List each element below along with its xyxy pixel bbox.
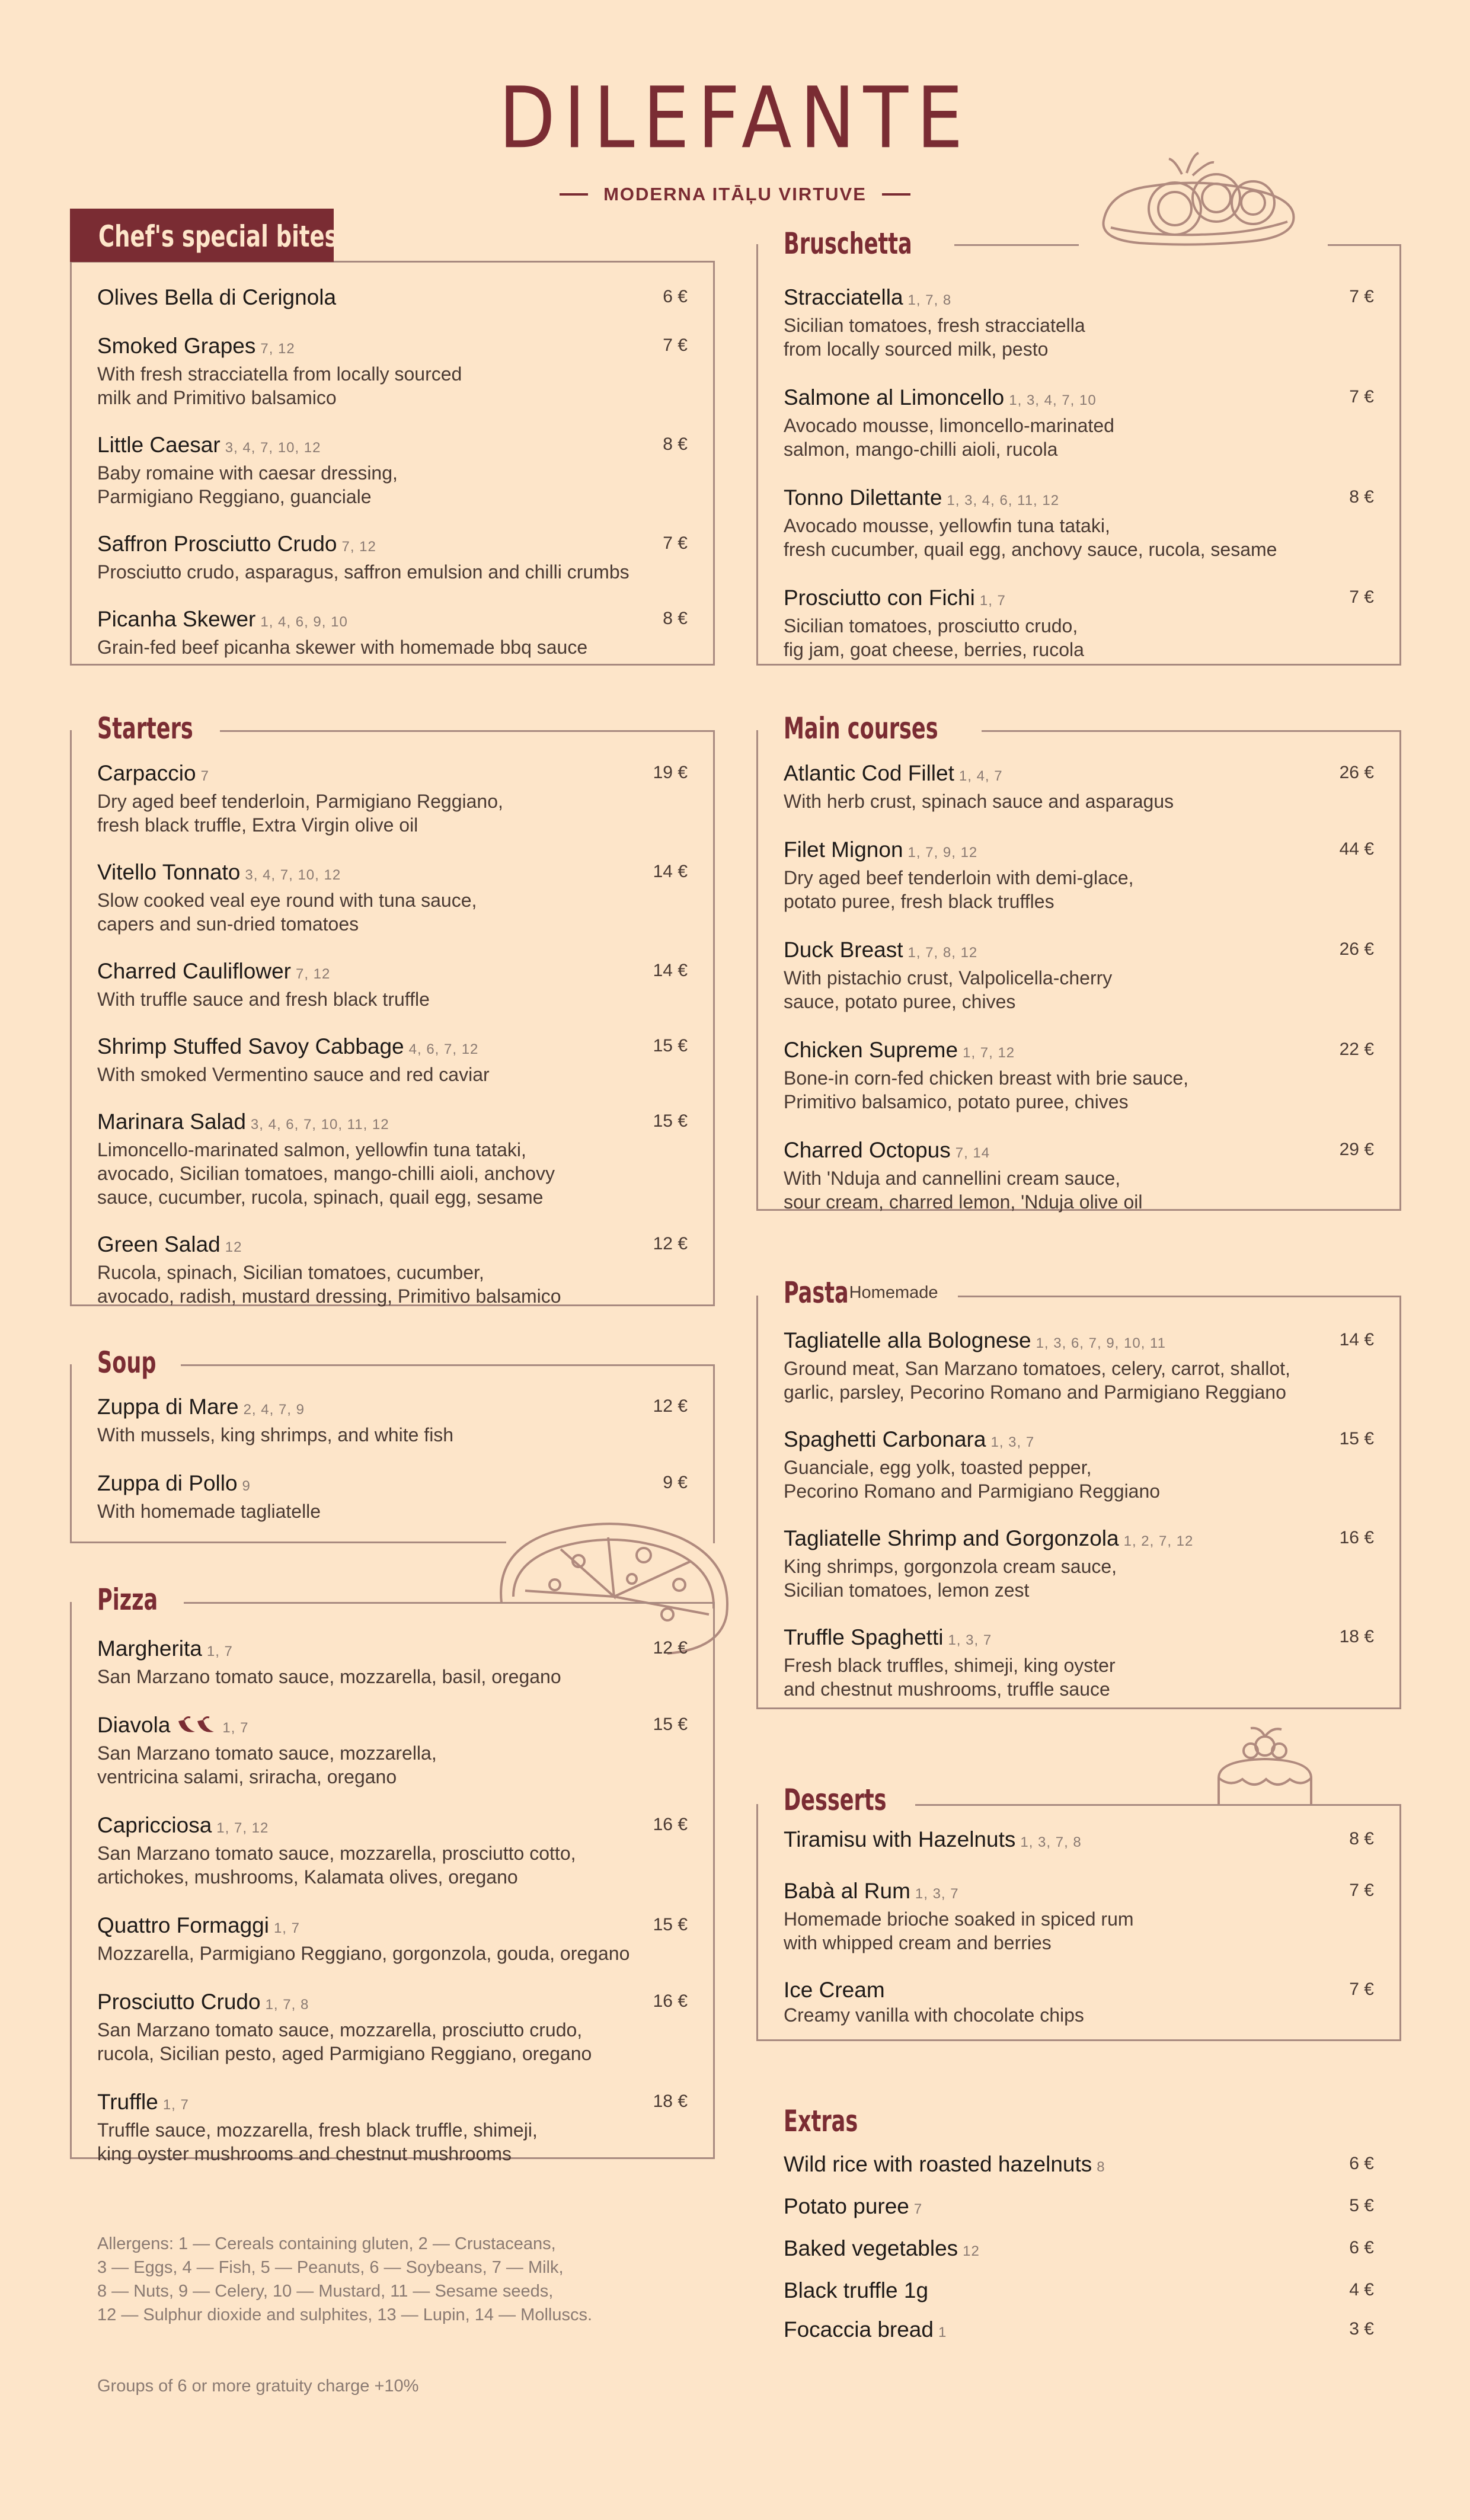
- menu-item-description: San Marzano tomato sauce, mozzarella, prosciutto cotto, artichokes, mushrooms, Kalamata olives, oregano: [97, 1843, 576, 1888]
- desserts-items: [784, 1827, 1374, 2027]
- allergen-codes: 7, 12: [295, 966, 331, 982]
- menu-item-name: Prosciutto con Fichi: [784, 586, 975, 610]
- menu-item-name-row: [97, 1470, 688, 1499]
- menu-item: [97, 1913, 688, 1965]
- menu-item-name: Stracciatella: [784, 285, 903, 309]
- menu-item-price: 26 €: [1339, 763, 1374, 782]
- menu-item-name-row: [97, 760, 688, 789]
- divider: [958, 1296, 1401, 1297]
- menu-item-price: 18 €: [653, 2092, 688, 2111]
- menu-item-description: With 'Nduja and cannellini cream sauce, sour cream, charred lemon, 'Nduja olive oil: [784, 1168, 1143, 1213]
- bruschetta-illustration-icon: [1098, 149, 1302, 248]
- section-header: [97, 1343, 173, 1382]
- menu-item-description: With mussels, king shrimps, and white fish: [97, 1424, 454, 1446]
- extras-items: [784, 2151, 1374, 2346]
- menu-item-description: Rucola, spinach, Sicilian tomatoes, cucumber, avocado, radish, mustard dressing, Primitivo balsamico: [97, 1262, 561, 1307]
- divider: [948, 730, 1401, 732]
- menu-item-name-row: [784, 760, 1374, 789]
- menu-item-price: 7 €: [1349, 1881, 1374, 1900]
- divider: [184, 1602, 715, 1604]
- menu-item-name: Filet Mignon: [784, 837, 903, 862]
- menu-item: [784, 2193, 1374, 2222]
- menu-item-price: 7 €: [1349, 587, 1374, 607]
- allergen-codes: 1: [938, 2324, 947, 2340]
- menu-item-name: Saffron Prosciutto Crudo: [97, 532, 337, 556]
- menu-item-name: Atlantic Cod Fillet: [784, 761, 954, 785]
- pasta-items: [784, 1328, 1374, 1701]
- menu-item-price: 15 €: [653, 1915, 688, 1934]
- menu-item-name-row: [97, 2089, 688, 2118]
- menu-item-price: 18 €: [1339, 1627, 1374, 1646]
- menu-item-price: 8 €: [663, 609, 688, 628]
- menu-item-price: 7 €: [1349, 1979, 1374, 1999]
- menu-item: [784, 1427, 1374, 1503]
- menu-item-price: 12 €: [653, 1396, 688, 1416]
- menu-item-description: With truffle sauce and fresh black truffle: [97, 989, 430, 1010]
- menu-item-description: San Marzano tomato sauce, mozzarella, basil, oregano: [97, 1666, 561, 1687]
- menu-item-name: Ice Cream: [784, 1978, 885, 2002]
- section-title: Starters: [97, 711, 193, 746]
- allergen-codes: 7, 14: [955, 1145, 990, 1161]
- allergen-codes: 12: [225, 1239, 242, 1255]
- menu-item-description: Creamy vanilla with chocolate chips: [784, 2004, 1084, 2026]
- menu-item: [784, 1977, 1374, 2027]
- menu-item-name: Picanha Skewer: [97, 607, 256, 631]
- menu-item-name: Focaccia bread: [784, 2317, 934, 2342]
- menu-item-name: Quattro Formaggi: [97, 1913, 269, 1937]
- menu-item-price: 44 €: [1339, 839, 1374, 859]
- menu-item-price: 8 €: [663, 434, 688, 454]
- menu-item: [784, 2317, 1374, 2346]
- menu-item-name-row: [97, 958, 688, 987]
- section-title: Pasta: [784, 1275, 849, 1310]
- menu-item-description: Guanciale, egg yolk, toasted pepper, Pecorino Romano and Parmigiano Reggiano: [784, 1457, 1161, 1502]
- menu-item-description: Fresh black truffles, shimeji, king oyster and chestnut mushrooms, truffle sauce: [784, 1655, 1116, 1700]
- allergen-codes: 9: [242, 1478, 251, 1494]
- menu-item-price: 5 €: [1349, 2196, 1374, 2215]
- menu-item-description: Homemade brioche soaked in spiced rum with whipped cream and berries: [784, 1908, 1134, 1953]
- menu-item-name: Capricciosa: [97, 1813, 212, 1837]
- menu-item-name: Zuppa di Pollo: [97, 1471, 238, 1495]
- menu-item-name-row: [784, 2278, 1374, 2304]
- menu-item-price: 6 €: [1349, 2238, 1374, 2257]
- menu-item-name: Baked vegetables: [784, 2236, 958, 2260]
- allergen-codes: 12: [963, 2243, 980, 2259]
- menu-item-name: Black truffle 1g: [784, 2278, 929, 2302]
- allergen-codes: 1, 2, 7, 12: [1123, 1533, 1194, 1549]
- menu-item: [97, 1636, 688, 1688]
- menu-item: [97, 760, 688, 837]
- menu-item-name: Little Caesar: [97, 433, 220, 457]
- menu-item-price: 7 €: [663, 335, 688, 355]
- menu-item-name: Charred Cauliflower: [97, 959, 291, 983]
- allergen-codes: 4, 6, 7, 12: [408, 1041, 479, 1057]
- divider: [907, 1804, 1401, 1806]
- menu-item-name-row: [784, 2193, 1374, 2222]
- allergen-codes: 1, 3, 6, 7, 9, 10, 11: [1036, 1335, 1166, 1351]
- allergen-codes: 2, 4, 7, 9: [243, 1402, 305, 1418]
- menu-item-name-row: [97, 1913, 688, 1942]
- menu-item-price: 19 €: [653, 763, 688, 782]
- menu-item-name-row: [97, 432, 688, 461]
- menu-item-name-row: [97, 1109, 688, 1138]
- menu-item-description: Mozzarella, Parmigiano Reggiano, gorgonzola, gouda, oregano: [97, 1943, 630, 1964]
- menu-item-name-row: [97, 1232, 688, 1261]
- menu-item-name-row: [784, 585, 1374, 614]
- menu-item-description: Bone-in corn-fed chicken breast with brie sauce, Primitivo balsamico, potato puree, chives: [784, 1067, 1189, 1112]
- menu-item-description: With homemade tagliatelle: [97, 1501, 321, 1522]
- bruschetta-items: [784, 284, 1374, 661]
- menu-item: [97, 333, 688, 410]
- menu-item-name: Green Salad: [97, 1232, 220, 1256]
- section-title: Soup: [97, 1345, 156, 1380]
- menu-item-price: 16 €: [1339, 1528, 1374, 1547]
- menu-item: [784, 284, 1374, 361]
- menu-item-name-row: [97, 1989, 688, 2018]
- menu-item: [97, 1109, 688, 1209]
- allergen-codes: 7, 12: [341, 539, 376, 555]
- section-header: [784, 1780, 915, 1819]
- menu-item-name-row: [97, 1636, 688, 1665]
- menu-item-name-row: [97, 333, 688, 362]
- menu-item-name: Tagliatelle alla Bolognese: [784, 1328, 1031, 1352]
- section-header: [784, 1273, 938, 1312]
- menu-item: [97, 1989, 688, 2065]
- allergen-codes: 1, 7, 12: [216, 1820, 269, 1836]
- allergen-codes: 1, 3, 4, 7, 10: [1009, 392, 1097, 408]
- menu-item-price: 15 €: [653, 1111, 688, 1131]
- menu-item-description: San Marzano tomato sauce, mozzarella, prosciutto crudo, rucola, Sicilian pesto, aged Parmigiano Reggiano, oregano: [97, 2019, 592, 2064]
- menu-item-name-row: [97, 606, 688, 635]
- menu-item: [97, 1712, 688, 1789]
- menu-item: [784, 385, 1374, 461]
- menu-item: [784, 1137, 1374, 1214]
- menu-item-name: Spaghetti Carbonara: [784, 1427, 986, 1451]
- menu-item-name-row: [784, 2317, 1374, 2346]
- divider: [1328, 244, 1401, 246]
- menu-item: [97, 859, 688, 936]
- menu-item: [784, 1526, 1374, 1602]
- allergen-codes: 1, 7, 12: [963, 1045, 1015, 1061]
- allergen-codes: 1, 7, 8, 12: [907, 945, 978, 961]
- menu-item-price: 7 €: [1349, 387, 1374, 407]
- menu-item: [97, 531, 688, 584]
- allergen-codes: 1, 3, 4, 6, 11, 12: [947, 493, 1060, 509]
- menu-item-name-row: [784, 1526, 1374, 1555]
- menu-item-name-row: [784, 1427, 1374, 1456]
- menu-item-name: Zuppa di Mare: [97, 1395, 239, 1419]
- menu-item-name: Charred Octopus: [784, 1138, 951, 1162]
- divider: [181, 1364, 715, 1366]
- menu-item-name: Diavola: [97, 1713, 171, 1737]
- section-note: Homemade: [849, 1283, 938, 1302]
- menu-item-description: Avocado mousse, yellowfin tuna tataki, fresh cucumber, quail egg, anchovy sauce, rucola, sesame: [784, 515, 1277, 560]
- menu-item: [784, 837, 1374, 913]
- menu-item: [784, 1878, 1374, 1955]
- menu-item-description: Slow cooked veal eye round with tuna sauce, capers and sun-dried tomatoes: [97, 890, 477, 935]
- menu-item-name: Vitello Tonnato: [97, 860, 241, 884]
- menu-item-name: Smoked Grapes: [97, 334, 256, 358]
- menu-item: [784, 2151, 1374, 2180]
- menu-item-name: Chicken Supreme: [784, 1038, 958, 1062]
- allergen-codes: 1, 7, 9, 12: [907, 845, 978, 861]
- menu-item-description: Grain-fed beef picanha skewer with homemade bbq sauce: [97, 637, 588, 658]
- menu-item-name-row: [97, 1394, 688, 1423]
- menu-item-name: Marinara Salad: [97, 1109, 246, 1134]
- menu-item: [97, 606, 688, 659]
- divider: [213, 730, 715, 732]
- menu-item-name: Truffle Spaghetti: [784, 1625, 944, 1649]
- menu-item-name: Prosciutto Crudo: [97, 1990, 261, 2014]
- divider: [882, 193, 910, 196]
- menu-item: [784, 2236, 1374, 2265]
- menu-item-description: Prosciutto crudo, asparagus, saffron emulsion and chilli crumbs: [97, 561, 629, 583]
- allergen-codes: 1, 4, 6, 9, 10: [260, 614, 348, 630]
- menu-item-price: 8 €: [1349, 487, 1374, 507]
- menu-item-name-row: [784, 1624, 1374, 1654]
- menu-item-name-row: [784, 1137, 1374, 1166]
- menu-item-name: Olives Bella di Cerignola: [97, 285, 337, 309]
- menu-item-description: Sicilian tomatoes, prosciutto crudo, fig jam, goat cheese, berries, rucola: [784, 615, 1084, 660]
- menu-item-price: 16 €: [653, 1815, 688, 1834]
- section-title: Pizza: [97, 1582, 158, 1617]
- allergen-codes: 1, 3, 7: [948, 1632, 992, 1648]
- menu-item: [784, 1328, 1374, 1404]
- menu-item: [784, 937, 1374, 1013]
- menu-item-price: 14 €: [1339, 1330, 1374, 1349]
- menu-item-price: 12 €: [653, 1234, 688, 1253]
- menu-item-name-row: [784, 837, 1374, 866]
- starters-items: [97, 760, 688, 1308]
- menu-item-description: Dry aged beef tenderloin, Parmigiano Reggiano, fresh black truffle, Extra Virgin olive oil: [97, 791, 503, 836]
- menu-item-price: 22 €: [1339, 1040, 1374, 1059]
- divider: [560, 193, 588, 196]
- allergen-codes: 1, 3, 7: [915, 1886, 959, 1902]
- chef-items: [97, 284, 688, 659]
- menu-item-price: 14 €: [653, 862, 688, 881]
- allergen-codes: 3, 4, 7, 10, 12: [225, 440, 321, 456]
- allergen-codes: 1, 7: [979, 593, 1006, 609]
- menu-item-name-row: [784, 937, 1374, 966]
- allergen-codes: 1, 7: [162, 2097, 189, 2113]
- menu-item-name: Wild rice with roasted hazelnuts: [784, 2152, 1092, 2176]
- section-title: Main courses: [784, 711, 938, 746]
- menu-item-name-row: [97, 1712, 688, 1741]
- section-header: [784, 709, 982, 748]
- menu-item-price: 6 €: [663, 287, 688, 306]
- menu-item-price: 8 €: [1349, 1829, 1374, 1849]
- allergen-codes: 1, 4, 7: [958, 768, 1003, 784]
- menu-item: [784, 1827, 1374, 1856]
- allergen-codes: 7: [200, 768, 209, 784]
- allergen-codes: 1, 3, 7, 8: [1020, 1834, 1082, 1850]
- dessert-illustration-icon: [1207, 1725, 1323, 1805]
- menu-item-name-row: [784, 1037, 1374, 1066]
- allergen-codes: 3, 4, 7, 10, 12: [245, 867, 341, 883]
- allergen-codes: 8: [1097, 2159, 1105, 2175]
- menu-item-name: Salmone al Limoncello: [784, 385, 1005, 410]
- allergen-codes: 1, 7, 8: [265, 1997, 309, 2013]
- menu-item-price: 15 €: [653, 1036, 688, 1056]
- menu-item-name: Tiramisu with Hazelnuts: [784, 1827, 1016, 1851]
- menu-item-name-row: [784, 385, 1374, 414]
- menu-item-name-row: [784, 284, 1374, 314]
- menu-item: [97, 1232, 688, 1308]
- menu-item-description: With smoked Vermentino sauce and red caviar: [97, 1064, 490, 1085]
- mains-items: [784, 760, 1374, 1214]
- menu-item-price: 6 €: [1349, 2154, 1374, 2173]
- menu-item-description: Ground meat, San Marzano tomatoes, celery, carrot, shallot, garlic, parsley, Pecorino Romano and Parmigiano Reggiano: [784, 1358, 1290, 1403]
- menu-item: [97, 1394, 688, 1447]
- allergens-legend: Allergens: 1 — Cereals containing gluten, 2 — Crustaceans, 3 — Eggs, 4 — Fish, 5 — Peanuts, 6 — Soybeans, 7 — Milk, 8 — Nuts, 9 — Celery, 10 — Mustard, 11 — Sesame seeds, 12 — Sulphur dioxide and sulphites, 13 — Lupin, 14 — Molluscs.: [97, 2234, 593, 2324]
- restaurant-tagline: MODERNA ITĀĻU VIRTUVE: [603, 184, 867, 204]
- menu-item-name: Tagliatelle Shrimp and Gorgonzola: [784, 1526, 1119, 1550]
- menu-item-name-row: [97, 1812, 688, 1841]
- menu-item-price: 26 €: [1339, 939, 1374, 959]
- menu-item-name: Tonno Dilettante: [784, 485, 942, 510]
- menu-item: [784, 760, 1374, 813]
- menu-item-description: Avocado mousse, limoncello-marinated salmon, mango-chilli aioli, rucola: [784, 415, 1114, 460]
- menu-item: [784, 585, 1374, 661]
- menu-item-description: Baby romaine with caesar dressing, Parmigiano Reggiano, guanciale: [97, 462, 398, 507]
- menu-item-name-row: [784, 1977, 1374, 2003]
- menu-item-description: With pistachio crust, Valpolicella-cherry sauce, potato puree, chives: [784, 967, 1113, 1012]
- allergen-codes: 1, 7: [222, 1720, 249, 1736]
- menu-item-description: San Marzano tomato sauce, mozzarella, ventricina salami, sriracha, oregano: [97, 1742, 437, 1787]
- allergen-codes: 7: [913, 2201, 923, 2217]
- menu-item-price: 7 €: [663, 533, 688, 553]
- pizza-items: [97, 1636, 688, 2166]
- section-header: [97, 1580, 175, 1619]
- menu-item-price: 12 €: [653, 1638, 688, 1658]
- restaurant-logo: DILEFANTE: [498, 69, 972, 168]
- menu-item-name: Carpaccio: [97, 761, 196, 785]
- section-title: Desserts: [784, 1783, 887, 1817]
- section-header: [784, 2102, 879, 2141]
- chef-section-tab: [70, 209, 338, 262]
- menu-item-price: 15 €: [653, 1715, 688, 1734]
- allergen-codes: 1, 7, 8: [907, 292, 952, 308]
- menu-item: [97, 1034, 688, 1086]
- allergen-codes: 1, 7: [273, 1920, 300, 1936]
- section-header: [784, 224, 954, 263]
- menu-item-name-row: [784, 2151, 1374, 2180]
- menu-item-name: Truffle: [97, 2090, 158, 2114]
- section-title: Bruschetta: [784, 226, 912, 261]
- allergen-codes: 1, 3, 7: [990, 1434, 1035, 1450]
- menu-item-price: 9 €: [663, 1473, 688, 1492]
- section-header: [97, 709, 220, 748]
- menu-item-price: 4 €: [1349, 2280, 1374, 2300]
- menu-item: [784, 1624, 1374, 1701]
- menu-item-price: 29 €: [1339, 1140, 1374, 1159]
- menu-item-name-row: [97, 1034, 688, 1063]
- allergen-codes: 1, 7: [206, 1643, 233, 1659]
- menu-item-price: 3 €: [1349, 2319, 1374, 2339]
- menu-item-description: King shrimps, gorgonzola cream sauce, Sicilian tomatoes, lemon zest: [784, 1556, 1117, 1601]
- allergen-codes: 7, 12: [260, 341, 295, 357]
- menu-item-price: 16 €: [653, 1991, 688, 2011]
- menu-item-name: Duck Breast: [784, 938, 903, 962]
- menu-item-name-row: [97, 859, 688, 888]
- menu-item: [784, 1037, 1374, 1114]
- gratuity-note: Groups of 6 or more gratuity charge +10%: [97, 2377, 419, 2396]
- menu-item-name: Shrimp Stuffed Savoy Cabbage: [97, 1034, 404, 1058]
- menu-item-description: With fresh stracciatella from locally sourced milk and Primitivo balsamico: [97, 363, 462, 408]
- menu-item: [97, 958, 688, 1011]
- menu-item-description: With herb crust, spinach sauce and asparagus: [784, 791, 1174, 812]
- menu-item-price: 15 €: [1339, 1429, 1374, 1448]
- menu-item: [97, 432, 688, 509]
- menu-item-price: 14 €: [653, 961, 688, 980]
- menu-item-description: Limoncello-marinated salmon, yellowfin tuna tataki, avocado, Sicilian tomatoes, mango-chilli aioli, anchovy sauce, cucumber, rucola, spinach, quail egg, sesame: [97, 1139, 555, 1208]
- menu-item: [784, 485, 1374, 561]
- menu-item-price: 7 €: [1349, 287, 1374, 306]
- divider: [70, 1542, 506, 1543]
- menu-item-name-row: [784, 2236, 1374, 2265]
- menu-item-name-row: [97, 284, 688, 311]
- allergen-codes: 3, 4, 6, 7, 10, 11, 12: [250, 1117, 389, 1133]
- chili-icon: [176, 1716, 218, 1737]
- section-title: Extras: [784, 2104, 858, 2138]
- soup-items: [97, 1394, 688, 1523]
- menu-item-name-row: [97, 531, 688, 560]
- menu-item-name: Potato puree: [784, 2194, 909, 2218]
- menu-item-name: Babà al Rum: [784, 1879, 910, 1903]
- menu-item-name-row: [784, 1827, 1374, 1856]
- menu-item: [97, 1812, 688, 1889]
- menu-item: [97, 284, 688, 311]
- menu-item-name: Margherita: [97, 1636, 202, 1661]
- menu-item-description: Dry aged beef tenderloin with demi-glace, potato puree, fresh black truffles: [784, 867, 1134, 912]
- menu-item-description: Truffle sauce, mozzarella, fresh black truffle, shimeji, king oyster mushrooms and chestnut mushrooms: [97, 2119, 538, 2164]
- menu-item-description: Sicilian tomatoes, fresh stracciatella from locally sourced milk, pesto: [784, 315, 1085, 360]
- menu-item-name-row: [784, 1878, 1374, 1907]
- menu-item-name-row: [784, 485, 1374, 514]
- menu-item-name-row: [784, 1328, 1374, 1357]
- section-title: Chef's special bites: [98, 219, 338, 254]
- menu-item: [784, 2278, 1374, 2304]
- menu-item: [97, 2089, 688, 2166]
